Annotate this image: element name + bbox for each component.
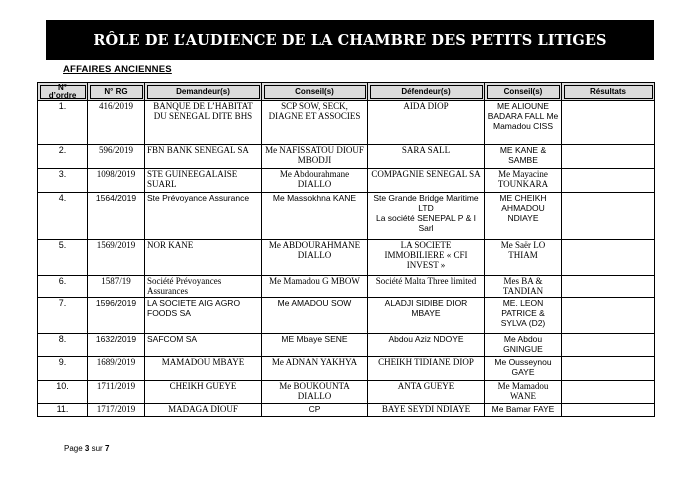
row-num: 9.	[38, 357, 88, 381]
header-num-line2: d’ordre	[48, 90, 77, 100]
row-conseil: CP	[262, 404, 368, 417]
row-demandeur: CHEIKH GUEYE	[145, 381, 262, 404]
page-title-banner	[46, 20, 654, 60]
table-row	[38, 101, 655, 145]
row-num: 10.	[38, 381, 88, 404]
row-defendeur: SARA SALL	[368, 145, 485, 169]
row-defendeur: Société Malta Three limited	[368, 276, 485, 298]
row-demandeur: Société Prévoyances Assurances	[145, 276, 262, 298]
row-conseil-defendeur: Me Ousseynou GAYE	[485, 357, 562, 381]
row-conseil-defendeur: Me Abdou GNINGUE	[485, 334, 562, 357]
row-conseil: ME Mbaye SENE	[262, 334, 368, 357]
row-demandeur: NOR KANE	[145, 240, 262, 276]
header-conseil: Conseil(s)	[262, 83, 368, 101]
header-num-line1: N°	[58, 82, 67, 92]
row-demandeur: BANQUE DE L’HABITAT DU SENEGAL DITE BHS	[145, 101, 262, 145]
row-conseil: Me AMADOU SOW	[262, 298, 368, 334]
section-heading: AFFAIRES ANCIENNES	[63, 64, 172, 75]
row-conseil-defendeur: ME. LEON PATRICE & SYLVA (D2)	[485, 298, 562, 334]
row-conseil-defendeur: Me Mamadou WANE	[485, 381, 562, 404]
page-footer	[64, 444, 109, 453]
row-rg: 416/2019	[88, 101, 145, 145]
hearing-roll-table	[37, 82, 655, 417]
row-defendeur: COMPAGNIE SENEGAL SA	[368, 169, 485, 193]
row-num: 4.	[38, 193, 88, 240]
row-num: 5.	[38, 240, 88, 276]
table-row	[38, 334, 655, 357]
row-demandeur: FBN BANK SENEGAL SA	[145, 145, 262, 169]
table-row	[38, 404, 655, 417]
row-conseil-defendeur: Me Mayacine TOUNKARA	[485, 169, 562, 193]
row-defendeur: Abdou Aziz NDOYE	[368, 334, 485, 357]
row-defendeur: CHEIKH TIDIANE DIOP	[368, 357, 485, 381]
table-row	[38, 298, 655, 334]
row-defendeur: ANTA GUEYE	[368, 381, 485, 404]
row-num: 11.	[38, 404, 88, 417]
row-conseil-defendeur: ME ALIOUNE BADARA FALL Me Mamadou CISS	[485, 101, 562, 145]
row-resultats	[562, 298, 655, 334]
row-resultats	[562, 404, 655, 417]
row-demandeur: MAMADOU MBAYE	[145, 357, 262, 381]
row-resultats	[562, 145, 655, 169]
row-conseil: Me ADNAN YAKHYA	[262, 357, 368, 381]
row-defendeur: LA SOCIETE IMMOBILIERE « CFI INVEST »	[368, 240, 485, 276]
header-conseil-defendeur: Conseil(s)	[485, 83, 562, 101]
row-resultats	[562, 276, 655, 298]
row-rg: 1717/2019	[88, 404, 145, 417]
footer-page-word: Page	[64, 444, 83, 453]
row-conseil: Me NAFISSATOU DIOUF MBODJI	[262, 145, 368, 169]
row-demandeur: Ste Prévoyance Assurance	[145, 193, 262, 240]
row-rg: 1632/2019	[88, 334, 145, 357]
row-num: 3.	[38, 169, 88, 193]
row-rg: 596/2019	[88, 145, 145, 169]
table-row	[38, 357, 655, 381]
row-rg: 1689/2019	[88, 357, 145, 381]
row-rg: 1098/2019	[88, 169, 145, 193]
row-demandeur: MADAGA DIOUF	[145, 404, 262, 417]
table-row	[38, 193, 655, 240]
row-defendeur: AIDA DIOP	[368, 101, 485, 145]
row-num: 6.	[38, 276, 88, 298]
row-conseil: Me Abdourahmane DIALLO	[262, 169, 368, 193]
footer-page-number: 3	[84, 444, 90, 453]
header-rg: N° RG	[88, 83, 145, 101]
row-conseil-defendeur: ME CHEIKH AHMADOU NDIAYE	[485, 193, 562, 240]
row-rg: 1587/19	[88, 276, 145, 298]
footer-of-word: sur	[91, 444, 103, 453]
table-row	[38, 240, 655, 276]
row-resultats	[562, 240, 655, 276]
table-row	[38, 276, 655, 298]
page-title: RÔLE DE L’AUDIENCE DE LA CHAMBRE DES PETITS LITIGES	[93, 31, 607, 49]
header-num	[38, 83, 88, 101]
row-num: 2.	[38, 145, 88, 169]
row-rg: 1596/2019	[88, 298, 145, 334]
header-resultats: Résultats	[562, 83, 655, 101]
row-resultats	[562, 169, 655, 193]
row-num: 1.	[38, 101, 88, 145]
footer-total-pages: 7	[104, 444, 110, 453]
row-demandeur: SAFCOM SA	[145, 334, 262, 357]
row-defendeur-second: La société SENEPAL P & I Sarl	[375, 213, 476, 233]
row-conseil: Me BOUKOUNTA DIALLO	[262, 381, 368, 404]
row-defendeur: Ste Grande Bridge Maritime LTD	[373, 193, 479, 213]
row-conseil: Me Mamadou G MBOW	[262, 276, 368, 298]
row-conseil-defendeur: Mes BA & TANDIAN	[485, 276, 562, 298]
row-defendeur: BAYE SEYDI NDIAYE	[368, 404, 485, 417]
row-resultats	[562, 193, 655, 240]
header-demandeur: Demandeur(s)	[145, 83, 262, 101]
row-conseil-defendeur: Me Saër LO THIAM	[485, 240, 562, 276]
row-resultats	[562, 334, 655, 357]
row-conseil-defendeur: ME KANE & SAMBE	[485, 145, 562, 169]
row-rg: 1711/2019	[88, 381, 145, 404]
table-row	[38, 169, 655, 193]
row-conseil: Me ABDOURAHMANE DIALLO	[262, 240, 368, 276]
row-resultats	[562, 381, 655, 404]
row-conseil: SCP SOW, SECK, DIAGNE ET ASSOCIES	[262, 101, 368, 145]
table-row	[38, 145, 655, 169]
row-demandeur: STE GUINEEGALAISE SUARL	[145, 169, 262, 193]
row-num: 7.	[38, 298, 88, 334]
row-resultats	[562, 357, 655, 381]
table-row	[38, 381, 655, 404]
row-resultats	[562, 101, 655, 145]
row-defendeur: ALADJI SIDIBE DIOR MBAYE	[368, 298, 485, 334]
row-rg: 1564/2019	[88, 193, 145, 240]
row-defendeur-cell	[368, 193, 485, 240]
row-conseil: Me Massokhna KANE	[262, 193, 368, 240]
row-conseil-defendeur: Me Bamar FAYE	[485, 404, 562, 417]
row-demandeur: LA SOCIETE AIG AGRO FOODS SA	[145, 298, 262, 334]
row-rg: 1569/2019	[88, 240, 145, 276]
header-defendeur: Défendeur(s)	[368, 83, 485, 101]
row-num: 8.	[38, 334, 88, 357]
header-row	[38, 83, 655, 101]
